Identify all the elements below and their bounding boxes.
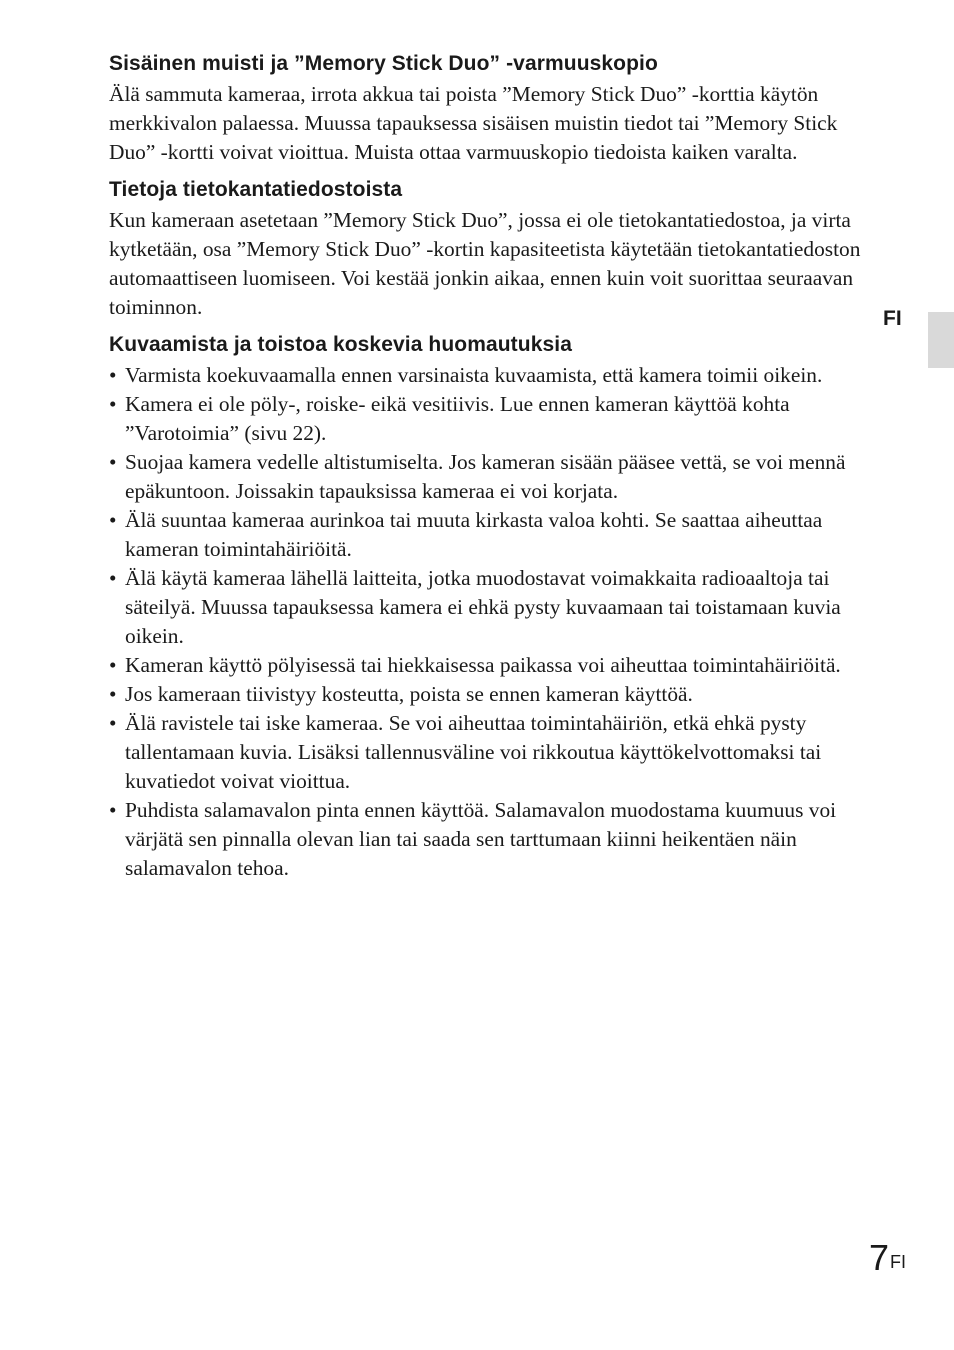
side-tab-marker	[928, 312, 954, 368]
page-content	[109, 50, 869, 883]
notes-list	[109, 361, 869, 883]
list-item	[109, 390, 869, 448]
list-item-text: Puhdista salamavalon pinta ennen käyttöä. Salamavalon muodostama kuumuus voi värjätä sen pinnalla olevan lian tai saada sen tarttumaan kiinni heikentäen näin salamavalon tehoa.	[125, 798, 837, 880]
bullet-icon: •	[109, 711, 117, 735]
list-item-text: Älä käytä kameraa lähellä laitteita, jotka muodostavat voimakkaita radioaaltoja tai säteilyä. Muussa tapauksessa kamera ei ehkä pysty kuvaamaan tai toistamaan kuvia oikein.	[125, 566, 841, 648]
section-memory-backup	[109, 50, 869, 167]
bullet-icon: •	[109, 363, 117, 387]
list-item	[109, 680, 869, 709]
section-shooting-notes	[109, 331, 869, 883]
bullet-icon: •	[109, 508, 117, 532]
list-item-text: Varmista koekuvaamalla ennen varsinaista kuvaamista, että kamera toimii oikein.	[125, 363, 823, 387]
list-item-text: Älä ravistele tai iske kameraa. Se voi aiheuttaa toimintahäiriön, etkä ehkä pysty tallentamaan kuvia. Lisäksi tallennusväline voi rikkoutua käyttökelvottomaksi tai kuvatiedot voivat vioittua.	[125, 711, 822, 793]
bullet-icon: •	[109, 798, 117, 822]
bullet-icon: •	[109, 450, 117, 474]
list-item	[109, 709, 869, 796]
section-paragraph: Älä sammuta kameraa, irrota akkua tai poista ”Memory Stick Duo” -korttia käytön merkkivalon palaessa. Muussa tapauksessa sisäisen muistin tiedot tai ”Memory Stick Duo” -kortti voivat vioittua. Muista ottaa varmuuskopio tiedoista kaiken varalta.	[109, 82, 838, 164]
page-number-value: 7	[868, 1237, 889, 1278]
list-item-text: Suojaa kamera vedelle altistumiselta. Jos kameran sisään pääsee vettä, se voi mennä epäkuntoon. Joissakin tapauksissa kameraa ei voi korjata.	[125, 450, 846, 503]
list-item	[109, 361, 869, 390]
list-item	[109, 796, 869, 883]
section-database-files	[109, 176, 869, 322]
list-item-text: Älä suuntaa kameraa aurinkoa tai muuta kirkasta valoa kohti. Se saattaa aiheuttaa kameran toimintahäiriöitä.	[125, 508, 823, 561]
list-item	[109, 651, 869, 680]
list-item-text: Kameran käyttö pölyisessä tai hiekkaisessa paikassa voi aiheuttaa toimintahäiriöitä.	[125, 653, 841, 677]
list-item	[109, 448, 869, 506]
page-number	[869, 1236, 906, 1280]
list-item-text: Jos kameraan tiivistyy kosteutta, poista se ennen kameran käyttöä.	[125, 682, 693, 706]
list-item	[109, 506, 869, 564]
list-item-text: Kamera ei ole pöly-, roiske- eikä vesitiivis. Lue ennen kameran käyttöä kohta ”Varotoimia” (sivu 22).	[125, 392, 790, 445]
section-heading: Kuvaamista ja toistoa koskevia huomautuksia	[109, 333, 572, 356]
list-item	[109, 564, 869, 651]
section-heading: Sisäinen muisti ja ”Memory Stick Duo” -varmuuskopio	[109, 52, 658, 75]
bullet-icon: •	[109, 566, 117, 590]
section-heading: Tietoja tietokantatiedostoista	[109, 178, 403, 201]
section-paragraph: Kun kameraan asetetaan ”Memory Stick Duo”, jossa ei ole tietokantatiedostoa, ja virta kytketään, osa ”Memory Stick Duo” -kortin kapasiteetista käytetään tietokantatiedoston automaattiseen luomiseen. Voi kestää jonkin aikaa, ennen kuin voit suorittaa seuraavan toiminnon.	[109, 208, 861, 319]
bullet-icon: •	[109, 653, 117, 677]
bullet-icon: •	[109, 392, 117, 416]
page-number-suffix: FI	[890, 1252, 906, 1272]
bullet-icon: •	[109, 682, 117, 706]
language-label: FI	[883, 307, 902, 330]
